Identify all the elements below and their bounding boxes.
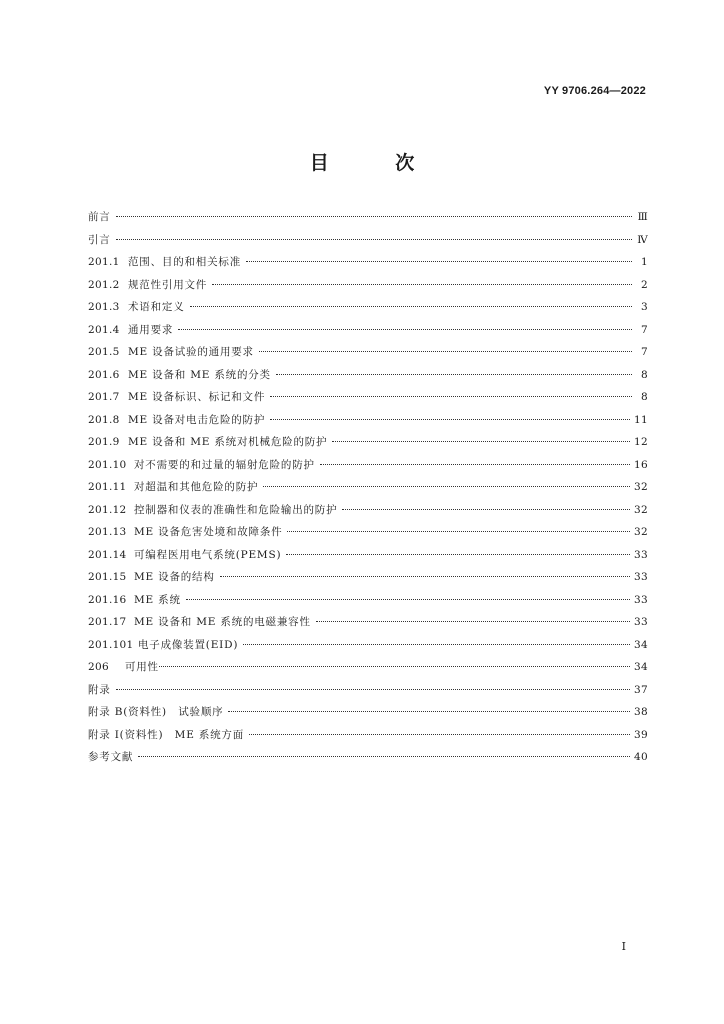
toc-leader-dots: [116, 238, 632, 240]
toc-entry-201-15[interactable]: [88, 566, 648, 589]
toc-entry-number: 201.16: [88, 593, 127, 606]
toc-entry-201-8[interactable]: [88, 409, 648, 432]
toc-entry-number: 201.101: [88, 638, 134, 651]
page-number: I: [621, 940, 626, 953]
toc-entry-number: 201.8: [88, 413, 120, 426]
toc-entry-title: 通用要求: [128, 323, 174, 336]
toc-entry-title: 控制器和仪表的准确性和危险输出的防护: [134, 503, 338, 516]
toc-entry-title: ME 设备和 ME 系统的分类: [128, 368, 271, 381]
toc-entry-page: 39: [634, 728, 648, 741]
toc-entry-number: 201.4: [88, 323, 120, 336]
toc-entry-page: 7: [641, 323, 648, 336]
standard-code: YY 9706.264—2022: [543, 85, 646, 97]
toc-entry-title: ME 设备试验的通用要求: [128, 346, 254, 358]
toc-entry-page: 12: [634, 436, 648, 448]
toc-entry-number: 201.6: [88, 368, 120, 381]
toc-entry-title: 术语和定义: [128, 301, 185, 313]
toc-entry-title: 规范性引用文件: [128, 278, 208, 291]
toc-leader-dots: [259, 350, 632, 352]
toc-entry-title: 前言: [88, 211, 111, 223]
toc-leader-dots: [243, 643, 630, 645]
toc-leader-dots: [246, 260, 632, 262]
toc-entry-title: 参考文献: [88, 751, 134, 763]
toc-leader-dots: [287, 530, 630, 532]
toc-entry-201-12[interactable]: [88, 499, 648, 522]
toc-entry-annex-i[interactable]: [88, 724, 648, 747]
toc-entry-page: 7: [641, 346, 648, 358]
toc-entry-title: 附录: [88, 683, 111, 696]
toc-leader-dots: [212, 283, 632, 285]
toc-entry-number: 201.17: [88, 616, 127, 628]
toc-entry-title: ME 系统: [134, 593, 181, 606]
toc-leader-dots: [116, 688, 630, 690]
toc-leader-dots: [186, 598, 630, 600]
toc-entry-title: 可编程医用电气系统(PEMS): [134, 548, 282, 561]
toc-entry-page: 1: [641, 256, 648, 268]
toc-entry-annex-b[interactable]: [88, 701, 648, 724]
toc-entry-page: 37: [634, 683, 648, 696]
toc-entry-page: 32: [634, 481, 648, 493]
toc-leader-dots: [320, 463, 630, 465]
toc-leader-dots: [178, 328, 632, 330]
toc-leader-dots: [342, 508, 630, 510]
toc-entry-page: 8: [641, 368, 648, 381]
toc-entry-201-11[interactable]: [88, 476, 648, 499]
toc-entry-page: 33: [634, 616, 648, 628]
toc-leader-dots: [159, 665, 630, 667]
toc-leader-dots: [220, 575, 630, 577]
toc-entry-title: ME 设备和 ME 系统对机械危险的防护: [128, 436, 328, 448]
toc-entry-page: 3: [641, 301, 648, 313]
toc-leader-dots: [276, 373, 632, 375]
toc-entry-title: 附录 B(资料性) 试验顺序: [88, 706, 224, 718]
toc-entry-title: 范围、目的和相关标准: [128, 256, 241, 268]
toc-entry-title: 对不需要的和过量的辐射危险的防护: [134, 458, 315, 471]
toc-leader-dots: [270, 395, 632, 397]
toc-entry-page: 33: [634, 593, 648, 606]
toc-leader-dots: [228, 710, 630, 712]
toc-entry-201-101[interactable]: [88, 634, 648, 657]
toc-leader-dots: [286, 553, 630, 555]
toc-entry-number: 201.3: [88, 301, 120, 313]
toc-leader-dots: [190, 305, 633, 307]
toc-entry-201-16[interactable]: [88, 589, 648, 612]
toc-entry-introduction[interactable]: [88, 229, 648, 252]
toc-entry-page: 34: [634, 661, 648, 673]
toc-entry-page: 32: [634, 526, 648, 538]
toc-entry-bibliography[interactable]: [88, 746, 648, 769]
toc-entry-number: 201.1: [88, 256, 120, 268]
toc-entry-page: 40: [634, 751, 648, 763]
toc-entry-page: 33: [634, 571, 648, 583]
toc-leader-dots: [263, 485, 630, 487]
toc-entry-page: 34: [634, 638, 648, 651]
toc-entry-title: ME 设备的结构: [134, 571, 215, 583]
toc-leader-dots: [116, 215, 632, 217]
toc-entry-201-5[interactable]: [88, 341, 648, 364]
toc-entry-page: 11: [634, 413, 648, 426]
toc-entry-title: ME 设备危害处境和故障条件: [134, 526, 283, 538]
toc-entry-title: ME 设备对电击危险的防护: [128, 413, 266, 426]
toc-entry-page: 33: [634, 548, 648, 561]
toc-entry-title: 引言: [88, 233, 111, 246]
toc-entry-page: 2: [641, 278, 648, 291]
toc-entry-201-14[interactable]: [88, 544, 648, 567]
toc-entry-title: ME 设备标识、标记和文件: [128, 391, 266, 403]
toc-entry-number: 201.15: [88, 571, 127, 583]
toc-entry-number: 201.13: [88, 526, 127, 538]
toc-entry-201-6[interactable]: [88, 364, 648, 387]
toc-entry-annex[interactable]: [88, 679, 648, 702]
toc-entry-page: 32: [634, 503, 648, 516]
toc-leader-dots: [270, 418, 630, 420]
toc-entry-page: 8: [641, 391, 648, 403]
toc-entry-number: 201.9: [88, 436, 120, 448]
toc-entry-title: 电子成像装置(EID): [138, 638, 239, 651]
toc-entry-number: 201.5: [88, 346, 120, 358]
toc-entry-page: 38: [634, 706, 648, 718]
toc-entry-number: 201.12: [88, 503, 127, 516]
toc-entry-number: 201.2: [88, 278, 120, 291]
toc-entry-number: 206: [88, 661, 109, 673]
toc-leader-dots: [249, 733, 630, 735]
toc-entry-page: Ⅲ: [637, 211, 648, 223]
toc-entry-number: 201.7: [88, 391, 120, 403]
toc-entry-201-17[interactable]: [88, 611, 648, 634]
toc-entry-201-7[interactable]: [88, 386, 648, 409]
toc-entry-title: 可用性: [124, 661, 159, 673]
toc-entry-title: 附录 I(资料性) ME 系统方面: [88, 728, 245, 741]
toc-entry-201-13[interactable]: [88, 521, 648, 544]
toc-leader-dots: [332, 440, 630, 442]
toc-entry-201-10[interactable]: [88, 454, 648, 477]
toc-entry-foreword[interactable]: [88, 206, 648, 229]
toc-entry-201-4[interactable]: [88, 319, 648, 342]
toc-entry-201-2[interactable]: [88, 274, 648, 297]
toc-entry-title: ME 设备和 ME 系统的电磁兼容性: [134, 616, 311, 628]
toc-entry-number: 201.14: [88, 548, 127, 561]
toc-entry-number: 201.11: [88, 481, 127, 493]
toc-entry-201-1[interactable]: [88, 251, 648, 274]
toc-leader-dots: [316, 620, 630, 622]
table-of-contents: [88, 206, 648, 769]
toc-entry-page: Ⅳ: [637, 233, 648, 246]
toc-leader-dots: [138, 755, 630, 757]
toc-entry-206[interactable]: [88, 656, 648, 679]
toc-entry-201-3[interactable]: [88, 296, 648, 319]
toc-entry-201-9[interactable]: [88, 431, 648, 454]
toc-entry-number: 201.10: [88, 458, 127, 471]
toc-entry-title: 对超温和其他危险的防护: [134, 481, 259, 493]
toc-entry-page: 16: [634, 458, 648, 471]
page-title: 目 次: [309, 152, 445, 174]
